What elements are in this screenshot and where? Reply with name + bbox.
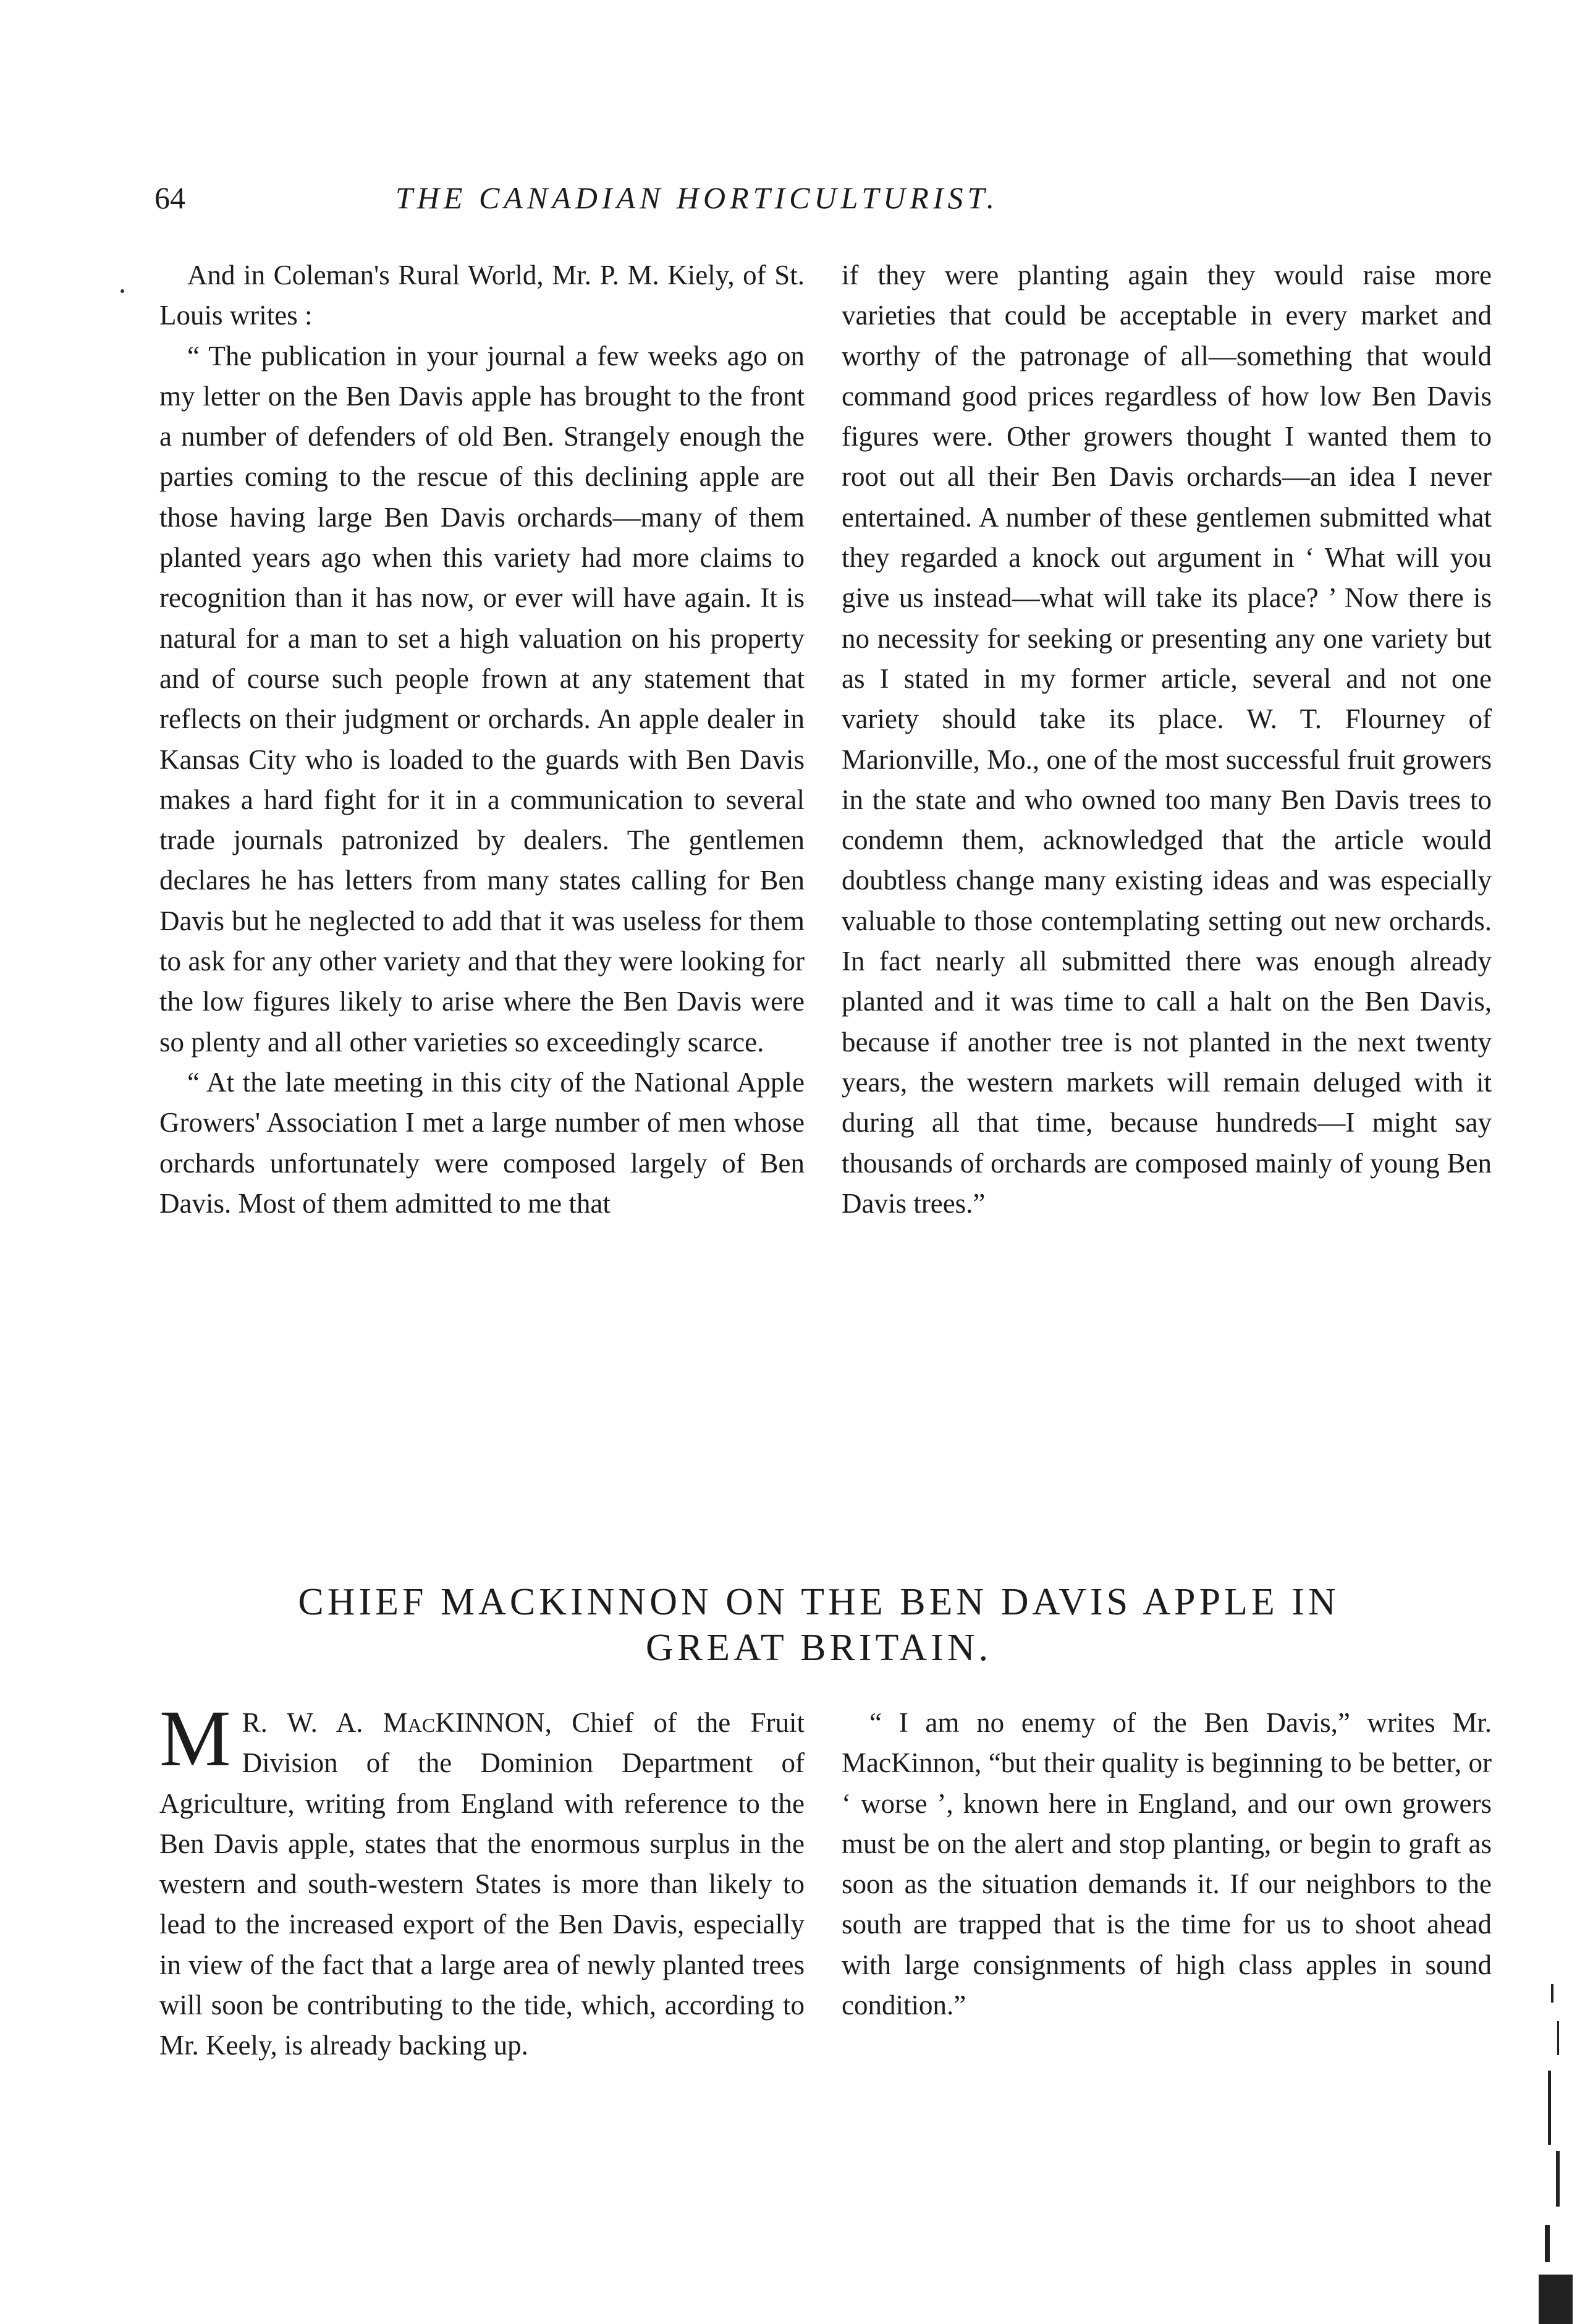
article-headline xyxy=(148,1579,1489,1671)
article1-right-column xyxy=(842,255,1492,1224)
headline-line-1: CHIEF MACKINNON ON THE BEN DAVIS APPLE IN xyxy=(298,1581,1340,1623)
scan-speck xyxy=(1545,2225,1550,2262)
scan-speck xyxy=(1556,2151,1560,2207)
lead-smallcaps: R. W. A. MacKINNON, xyxy=(242,1707,552,1738)
scan-speck xyxy=(1539,2275,1573,2324)
paragraph: And in Coleman's Rural World, Mr. P. M. Kiely, of St. Louis writes : xyxy=(159,260,805,331)
paragraph: “ At the late meeting in this city of the National Apple Growers' Association I met a large number of men whose orchards unfortunately were composed largely of Ben Davis. Most of them admitted to me that xyxy=(159,1066,805,1219)
paragraph: “ The publication in your journal a few weeks ago on my letter on the Ben Davis apple has brought to the front a number of defenders of old Ben. Strangely enough the parties coming to the rescue of this declining apple are those having large Ben Davis orchards—many of them planted years ago when this variety had more claims to recognition than it has now, or ever will have again. It is natural for a man to set a high valuation on his property and of course such people frown at any statement that reflects on their judgment or orchards. An apple dealer in Kansas City who is loaded to the guards with Ben Davis makes a hard fight for it in a communication to several trade journals patronized by dealers. The gentlemen declares he has letters from many states calling for Ben Davis but he neglected to add that it was useless for them to ask for any other variety and that they were looking for the low figures likely to arise where the Ben Davis were so plenty and all other varieties so exceedingly scarce. xyxy=(159,340,805,1058)
page-number: 64 xyxy=(154,180,185,215)
article2-right-column xyxy=(842,1703,1492,2025)
drop-cap: M xyxy=(159,1694,231,1783)
paragraph-text: Chief of the Fruit Division of the Dominion Department of Agriculture, writing from England with reference to the Ben Davis apple, states that the enormous surplus in the western and south-western States is more than likely to lead to the increased export of the Ben Davis, especially in view of the fact that a large area of newly planted trees will soon be contributing to the tide, which, according to Mr. Keely, is already backing up. xyxy=(159,1707,805,2061)
margin-mark xyxy=(120,289,124,293)
running-head: THE CANADIAN HORTICULTURIST. xyxy=(395,180,999,215)
article1-left-column xyxy=(159,255,805,1224)
headline-line-2: GREAT BRITAIN. xyxy=(645,1627,992,1669)
paragraph: “ I am no enemy of the Ben Davis,” writes Mr. MacKinnon, “but their quality is beginning to be better, or ‘ worse ’, known here in England, and our own growers must be on the alert and stop planting, or begin to graft as soon as the situation demands it. If our neighbors to the south are trapped that is the time for us to shoot ahead with large consignments of high class apples in sound condition.” xyxy=(842,1707,1492,2021)
scan-edge-artifact xyxy=(1532,1966,1585,2324)
scan-speck xyxy=(1548,2071,1551,2145)
scan-speck xyxy=(1557,2021,1559,2055)
paragraph: if they were planting again they would raise more varieties that could be acceptable in every market and worthy of the patronage of all—something that would command good prices regardless of how low Ben Davis figures were. Other growers thought I wanted them to root out all their Ben Davis orchards—an idea I never entertained. A number of these gentlemen submitted what they regarded a knock out argument in ‘ What will you give us instead—what will take its place? ’ Now there is no necessity for seeking or presenting any one variety but as I stated in my former article, several and not one variety should take its place. W. T. Flourney of Marionville, Mo., one of the most successful fruit growers in the state and who owned too many Ben Davis trees to condemn them, acknowledged that the article would doubtless change many existing ideas and was especially valuable to those contemplating setting out new orchards. In fact nearly all submitted there was enough already planted and it was time to call a halt on the Ben Davis, because if another tree is not planted in the next twenty years, the western markets will remain deluged with it during all that time, because hundreds—I might say thousands of orchards are composed mainly of young Ben Davis trees.” xyxy=(842,260,1492,1219)
article2-left-column xyxy=(159,1694,805,2066)
scan-speck xyxy=(1551,1984,1553,2003)
paragraph xyxy=(159,1694,805,2066)
